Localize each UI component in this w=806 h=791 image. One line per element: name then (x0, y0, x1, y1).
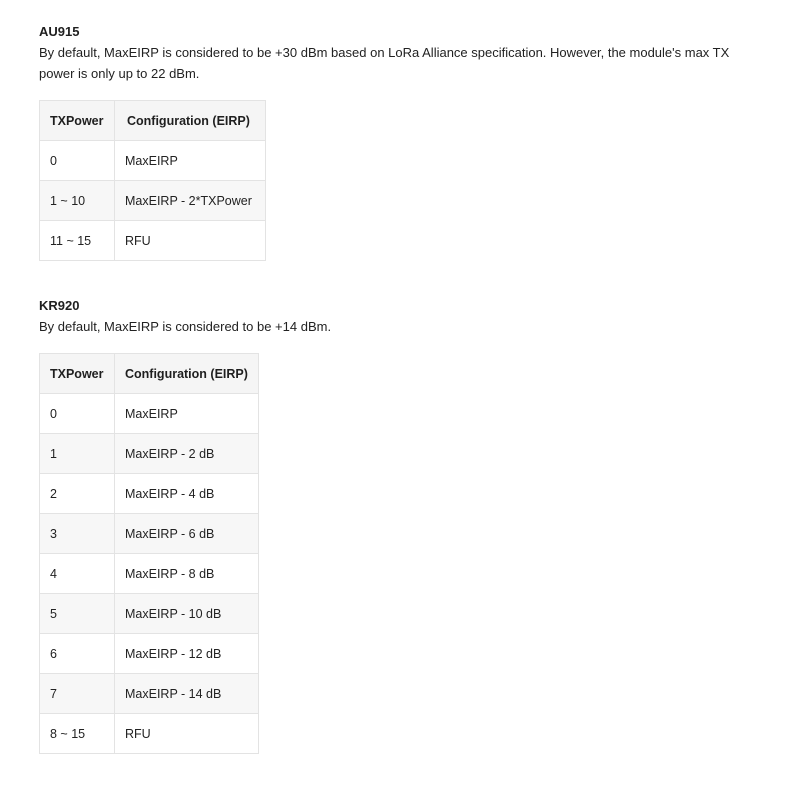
txpower-cell: 1 ~ 10 (40, 181, 115, 221)
kr920-section (39, 298, 768, 754)
config-cell: MaxEIRP - 4 dB (115, 474, 259, 514)
table-row (40, 554, 259, 594)
au915-section (39, 24, 768, 261)
table-row (40, 634, 259, 674)
kr920-table (39, 353, 259, 754)
table-row (40, 714, 259, 754)
txpower-cell: 5 (40, 594, 115, 634)
column-header-txpower: TXPower (40, 354, 115, 394)
column-header-txpower: TXPower (40, 101, 115, 141)
au915-table (39, 100, 266, 261)
config-cell: RFU (115, 714, 259, 754)
txpower-cell: 6 (40, 634, 115, 674)
table-row (40, 141, 266, 181)
column-header-configuration: Configuration (EIRP) (115, 354, 259, 394)
table-header-row (40, 354, 259, 394)
table-row (40, 594, 259, 634)
kr920-description: By default, MaxEIRP is considered to be +14 dBm. (39, 319, 332, 334)
config-cell: MaxEIRP - 14 dB (115, 674, 259, 714)
config-cell: RFU (115, 221, 266, 261)
au915-heading: AU915 (39, 24, 80, 39)
table-row (40, 394, 259, 434)
table-header-row (40, 101, 266, 141)
config-cell: MaxEIRP (115, 394, 259, 434)
kr920-heading: KR920 (39, 298, 80, 313)
table-row (40, 674, 259, 714)
txpower-cell: 2 (40, 474, 115, 514)
config-cell: MaxEIRP - 12 dB (115, 634, 259, 674)
config-cell: MaxEIRP (115, 141, 266, 181)
au915-description: By default, MaxEIRP is considered to be +30 dBm based on LoRa Alliance specification. However, the module's max TX power is only up to 22 dBm. (39, 45, 730, 81)
txpower-cell: 0 (40, 394, 115, 434)
txpower-cell: 3 (40, 514, 115, 554)
txpower-cell: 7 (40, 674, 115, 714)
config-cell: MaxEIRP - 6 dB (115, 514, 259, 554)
txpower-cell: 1 (40, 434, 115, 474)
config-cell: MaxEIRP - 2 dB (115, 434, 259, 474)
table-row (40, 181, 266, 221)
txpower-cell: 4 (40, 554, 115, 594)
config-cell: MaxEIRP - 8 dB (115, 554, 259, 594)
table-row (40, 474, 259, 514)
table-row (40, 434, 259, 474)
table-row (40, 514, 259, 554)
config-cell: MaxEIRP - 2*TXPower (115, 181, 266, 221)
column-header-configuration: Configuration (EIRP) (115, 101, 266, 141)
txpower-cell: 11 ~ 15 (40, 221, 115, 261)
txpower-cell: 8 ~ 15 (40, 714, 115, 754)
table-row (40, 221, 266, 261)
txpower-cell: 0 (40, 141, 115, 181)
config-cell: MaxEIRP - 10 dB (115, 594, 259, 634)
